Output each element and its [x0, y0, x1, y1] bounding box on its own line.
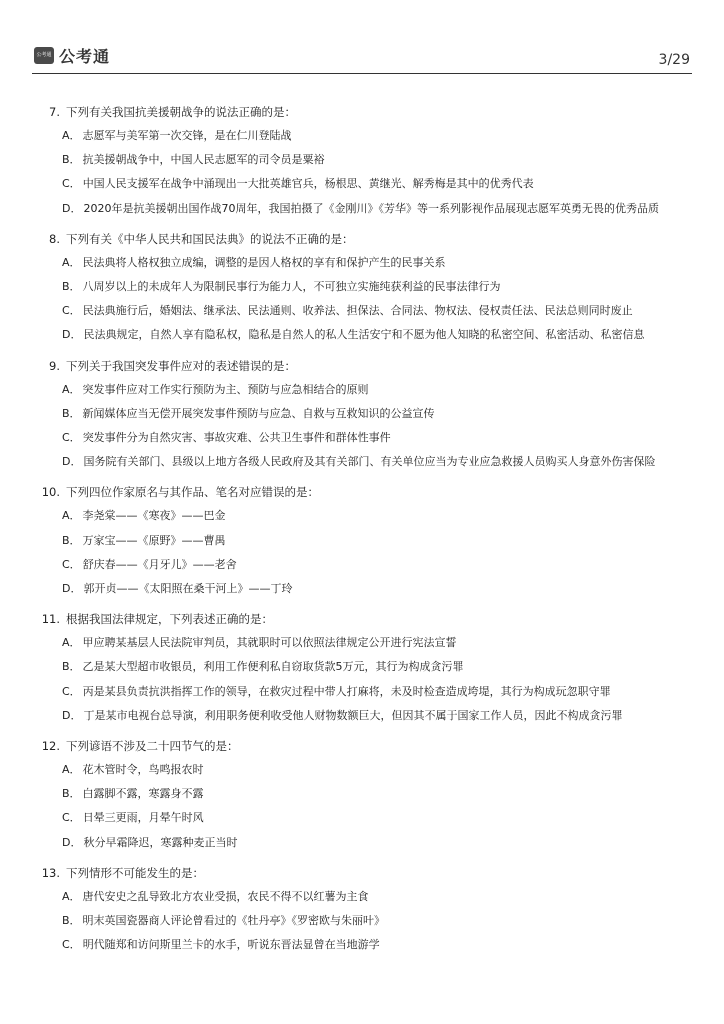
option-letter: C．	[62, 177, 81, 191]
question-10	[40, 480, 690, 601]
option-text: 甲应聘某基层人民法院审判员，其就职时可以依照法律规定公开进行宪法宣誓	[82, 636, 457, 650]
option-b	[40, 402, 690, 426]
option-text: 民法典施行后，婚姻法、继承法、民法通则、收养法、担保法、合同法、物权法、侵权责任法、民法总则同时废止	[82, 304, 633, 318]
option-letter: B．	[62, 914, 81, 928]
question-12	[40, 734, 690, 855]
option-text: 国务院有关部门、县级以上地方各级人民政府及其有关部门、有关单位应当为专业应急救援人员购买人身意外伤害保险	[83, 455, 656, 469]
question-stem: 下列四位作家原名与其作品、笔名对应错误的是：	[66, 485, 319, 500]
page-header	[0, 0, 724, 80]
option-c	[40, 933, 690, 957]
option-d	[40, 197, 690, 221]
option-letter: C．	[62, 684, 81, 698]
option-text: 李尧棠——《寒夜》——巴金	[82, 509, 226, 523]
question-list	[40, 100, 690, 963]
option-letter: B．	[62, 533, 81, 547]
option-text: 乙是某大型超市收银员，利用工作便利私自窃取货款5万元，其行为构成贪污罪	[82, 660, 464, 674]
option-text: 明代随郑和访问斯里兰卡的水手，听说东晋法显曾在当地游学	[82, 938, 380, 952]
question-title	[40, 480, 690, 504]
option-letter: C．	[62, 431, 81, 445]
question-11	[40, 607, 690, 728]
option-a	[40, 885, 690, 909]
question-number: 9.	[49, 358, 60, 373]
question-title	[40, 227, 690, 251]
option-letter: C．	[62, 811, 81, 825]
option-text: 郭开贞——《太阳照在桑干河上》——丁玲	[83, 582, 293, 596]
question-7	[40, 100, 690, 221]
option-a	[40, 504, 690, 528]
option-c	[40, 806, 690, 830]
option-letter: A．	[62, 129, 81, 142]
question-number: 8.	[49, 231, 60, 246]
option-b	[40, 275, 690, 299]
question-number: 13.	[41, 865, 60, 880]
option-c	[40, 299, 690, 323]
question-number: 10.	[41, 485, 60, 500]
option-d	[40, 450, 690, 474]
option-a	[40, 631, 690, 655]
page-number: 3/29	[658, 52, 690, 68]
option-b	[40, 148, 690, 172]
option-text: 白露脚不露，寒露身不露	[82, 787, 204, 801]
option-text: 突发事件应对工作实行预防为主、预防与应急相结合的原则	[82, 382, 369, 396]
question-stem: 下列谚语不涉及二十四节气的是：	[66, 739, 239, 754]
option-a	[40, 758, 690, 782]
option-letter: D．	[62, 455, 82, 469]
question-stem: 根据我国法律规定，下列表述正确的是：	[66, 612, 273, 627]
logo-badge-icon: 公考通	[34, 47, 54, 64]
question-number: 7.	[49, 105, 60, 119]
option-letter: B．	[62, 280, 81, 294]
option-d	[40, 323, 690, 347]
option-text: 志愿军与美军第一次交锋，是在仁川登陆战	[82, 129, 292, 142]
question-stem: 下列有关《中华人民共和国民法典》的说法不正确的是：	[66, 231, 354, 246]
option-letter: B．	[62, 153, 81, 167]
option-text: 抗美援朝战争中，中国人民志愿军的司令员是粟裕	[82, 153, 325, 167]
option-letter: D．	[62, 582, 82, 596]
option-c	[40, 680, 690, 704]
option-letter: A．	[62, 509, 81, 523]
option-b	[40, 909, 690, 933]
option-c	[40, 553, 690, 577]
option-text: 中国人民支援军在战争中涌现出一大批英雄官兵，杨根思、黄继光、解秀梅是其中的优秀代表	[82, 177, 534, 191]
option-text: 日晕三更雨，月晕午时风	[82, 811, 204, 825]
option-a	[40, 251, 690, 275]
option-letter: B．	[62, 660, 81, 674]
option-text: 舒庆春——《月牙儿》——老舍	[82, 557, 237, 571]
option-letter: D．	[62, 708, 82, 722]
option-d	[40, 577, 690, 601]
question-title	[40, 734, 690, 758]
question-9	[40, 354, 690, 475]
option-letter: D．	[62, 835, 82, 849]
question-stem: 下列有关我国抗美援朝战争的说法正确的是：	[66, 105, 296, 119]
option-d	[40, 831, 690, 855]
option-text: 新闻媒体应当无偿开展突发事件预防与应急、自救与互救知识的公益宣传	[82, 406, 435, 420]
option-letter: A．	[62, 889, 81, 903]
option-letter: B．	[62, 406, 81, 420]
option-text: 民法典规定，自然人享有隐私权，隐私是自然人的私人生活安宁和不愿为他人知晓的私密空间、私密活动、私密信息	[83, 328, 645, 342]
question-stem: 下列情形不可能发生的是：	[66, 865, 204, 880]
option-a	[40, 378, 690, 402]
option-text: 突发事件分为自然灾害、事故灾难、公共卫生事件和群体性事件	[82, 431, 391, 445]
question-13	[40, 861, 690, 958]
option-b	[40, 529, 690, 553]
question-title	[40, 607, 690, 631]
option-letter: A．	[62, 382, 81, 396]
header-divider	[32, 73, 692, 74]
question-number: 11.	[41, 612, 60, 627]
brand-logo	[34, 44, 110, 67]
option-text: 唐代安史之乱导致北方农业受损，农民不得不以红薯为主食	[82, 889, 369, 903]
option-letter: C．	[62, 304, 81, 318]
option-letter: D．	[62, 328, 82, 342]
option-d	[40, 704, 690, 728]
option-text: 万家宝——《原野》——曹禺	[82, 533, 226, 547]
question-stem: 下列关于我国突发事件应对的表述错误的是：	[66, 358, 296, 373]
option-letter: A．	[62, 255, 81, 269]
option-text: 八周岁以上的未成年人为限制民事行为能力人，不可独立实施纯获利益的民事法律行为	[82, 280, 501, 294]
option-c	[40, 426, 690, 450]
option-text: 丁是某市电视台总导演，利用职务便利收受他人财物数额巨大，但因其不属于国家工作人员，因此不构成贪污罪	[83, 708, 623, 722]
option-letter: C．	[62, 938, 81, 952]
option-c	[40, 172, 690, 196]
option-b	[40, 782, 690, 806]
option-letter: A．	[62, 763, 81, 777]
question-title	[40, 100, 690, 124]
question-8	[40, 227, 690, 348]
option-text: 花木管时令，鸟鸣报农时	[82, 763, 204, 777]
option-letter: A．	[62, 636, 81, 650]
question-title	[40, 354, 690, 378]
option-text: 秋分早霜降迟，寒露种麦正当时	[83, 835, 238, 849]
option-text: 2020年是抗美援朝出国作战70周年，我国拍摄了《金刚川》《芳华》等一系列影视作品展现志愿军英勇无畏的优秀品质	[83, 201, 659, 215]
option-text: 明末英国瓷器商人评论曾看过的《牡丹亭》《罗密欧与朱丽叶》	[82, 914, 386, 928]
option-b	[40, 655, 690, 679]
option-letter: C．	[62, 557, 81, 571]
question-number: 12.	[41, 739, 60, 754]
option-text: 丙是某县负责抗洪指挥工作的领导，在救灾过程中带人打麻将，未及时检查造成垮堤，其行为构成玩忽职守罪	[82, 684, 611, 698]
question-title	[40, 861, 690, 885]
brand-name: 公考通	[59, 47, 111, 66]
option-a	[40, 124, 690, 148]
option-letter: D．	[62, 201, 82, 215]
option-text: 民法典将人格权独立成编，调整的是因人格权的享有和保护产生的民事关系	[82, 255, 446, 269]
option-letter: B．	[62, 787, 81, 801]
